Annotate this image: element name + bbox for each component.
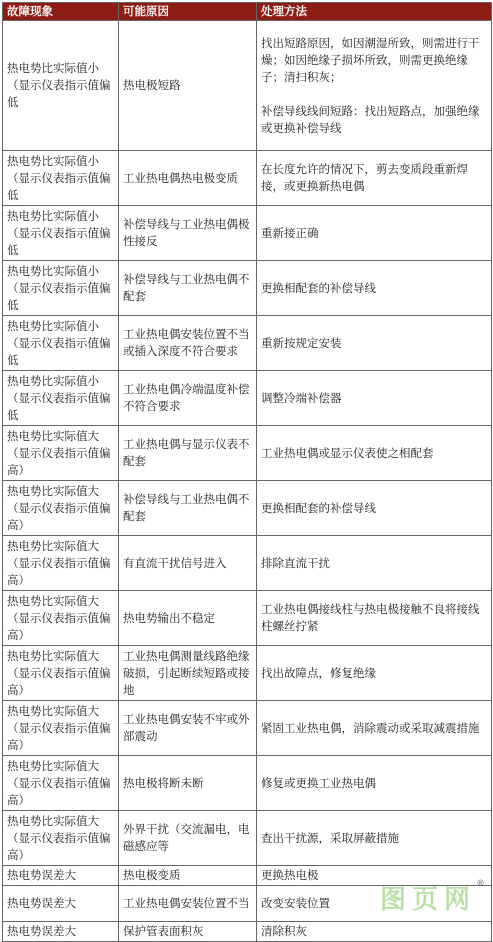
cell-fix (257, 151, 492, 206)
cell-fix (257, 21, 492, 151)
cell-symptom-text: 热电势比实际值大（显示仪表指示值偏高） (7, 758, 111, 807)
table-body (3, 21, 492, 942)
cell-cause (119, 426, 257, 481)
cell-fix (257, 591, 492, 646)
cell-symptom (3, 481, 119, 536)
cell-fix-text: 修复或更换工业热电偶 (261, 775, 376, 790)
cell-cause (119, 206, 257, 261)
cell-symptom-text: 热电势误差大 (7, 896, 76, 910)
cell-fix-text: 在长度允许的情况下，剪去变质段重新焊接，或更换新热电偶 (261, 162, 468, 193)
header-row (3, 3, 492, 21)
table-row (3, 591, 492, 646)
cell-fix-text: 紧固工业热电偶，消除震动或采取减震措施 (261, 720, 480, 735)
cell-cause (119, 756, 257, 811)
cell-fix (257, 206, 492, 261)
cell-fix-text: 找出短路原因，如因潮湿所致，则需进行干燥；如因绝缘子损坏所致，则需更换绝缘子；清扫积灰； (261, 35, 480, 84)
cell-symptom-text: 热电势比实际值小（显示仪表指示值偏低 (7, 208, 111, 257)
cell-symptom-text: 热电势比实际值大（显示仪表指示值偏高） (7, 483, 111, 532)
table-row (3, 151, 492, 206)
cell-fix (257, 536, 492, 591)
cell-symptom-text: 热电势比实际值小（显示仪表指示值偏低 (7, 263, 111, 312)
cell-fix-text: 更换相配套的补偿导线 (261, 280, 376, 295)
cell-cause-text: 工业热电偶热电极变质 (123, 170, 238, 185)
cell-fix (257, 426, 492, 481)
cell-symptom (3, 811, 119, 866)
cell-fix (257, 316, 492, 371)
header-symptom: 故障现象 (3, 3, 119, 21)
cell-symptom-text: 热电势比实际值大（显示仪表指示值偏高） (7, 593, 111, 642)
table-row (3, 922, 492, 942)
cell-fix-text: 排除直流干扰 (261, 555, 330, 570)
cell-fix-text: 找出故障点，修复绝缘 (261, 665, 376, 680)
header-fix: 处理方法 (257, 3, 492, 21)
cell-fix (257, 481, 492, 536)
cell-fix-text: 清除积灰 (261, 924, 307, 938)
cell-cause-text: 工业热电偶测量线路绝缘破损，引起断续短路或接地 (123, 648, 250, 697)
cell-symptom (3, 756, 119, 811)
table-row (3, 261, 492, 316)
cell-cause (119, 922, 257, 942)
cell-fix-text: 更换热电极 (261, 868, 319, 882)
cell-cause (119, 371, 257, 426)
cell-cause-text: 工业热电偶安装位置不当 (123, 896, 250, 910)
cell-symptom (3, 701, 119, 756)
cell-symptom-text: 热电势比实际值小（显示仪表指示值偏低 (7, 61, 111, 109)
cell-symptom (3, 206, 119, 261)
cell-symptom-text: 热电势误差大 (7, 868, 76, 882)
table-row (3, 316, 492, 371)
cell-symptom (3, 922, 119, 942)
cell-fix (257, 922, 492, 942)
cell-cause (119, 646, 257, 701)
cell-symptom (3, 316, 119, 371)
cell-symptom (3, 886, 119, 922)
cell-cause-text: 热电势输出不稳定 (123, 610, 215, 625)
table-row (3, 371, 492, 426)
cell-symptom (3, 21, 119, 151)
cell-symptom-text: 热电势比实际值大（显示仪表指示值偏高） (7, 648, 111, 697)
cell-cause-text: 工业热电偶安装不牢或外部震动 (123, 712, 250, 743)
table-row (3, 21, 492, 151)
cell-cause-text: 补偿导线与工业热电偶不配套 (123, 492, 250, 523)
cell-symptom-text: 热电势比实际值大（显示仪表指示值偏高） (7, 703, 111, 752)
cell-cause (119, 261, 257, 316)
cell-cause (119, 866, 257, 886)
cell-fix-text: 改变安装位置 (261, 896, 330, 910)
cell-symptom (3, 371, 119, 426)
cell-fix (257, 261, 492, 316)
cell-symptom-text: 热电势比实际值小（显示仪表指示值偏低 (7, 373, 111, 422)
table-row (3, 481, 492, 536)
table-row (3, 811, 492, 866)
cell-cause-text: 保护管表面积灰 (123, 924, 204, 938)
cell-cause (119, 536, 257, 591)
line-gap (261, 86, 487, 103)
cell-cause-text: 有直流干扰信号进入 (123, 555, 227, 570)
cell-symptom (3, 261, 119, 316)
table-row (3, 646, 492, 701)
cell-cause-text: 工业热电偶与显示仪表不配套 (123, 437, 250, 468)
cell-cause (119, 701, 257, 756)
table-row (3, 701, 492, 756)
cell-fix-text: 工业热电偶或显示仪表使之相配套 (261, 445, 434, 460)
cell-cause (119, 481, 257, 536)
table-row (3, 536, 492, 591)
cell-fix (257, 646, 492, 701)
cell-symptom (3, 591, 119, 646)
cell-fix-extra-text: 补偿导线线间短路：找出短路点，加强绝缘或更换补偿导线 (261, 103, 480, 135)
cell-fix (257, 756, 492, 811)
header-cause: 可能原因 (119, 3, 257, 21)
cell-cause-text: 工业热电偶安装位置不当或插入深度不符合要求 (123, 327, 250, 358)
cell-fix-text: 重新接正确 (261, 225, 319, 240)
cell-fix (257, 811, 492, 866)
cell-cause-text: 工业热电偶冷端温度补偿不符合要求 (123, 382, 250, 413)
cell-fix-text: 更换相配套的补偿导线 (261, 500, 376, 515)
cell-fix (257, 701, 492, 756)
cell-symptom-text: 热电势比实际值大（显示仪表指示值偏高） (7, 813, 111, 862)
cell-cause-text: 热电极短路 (123, 78, 181, 92)
table-row (3, 756, 492, 811)
cell-cause (119, 21, 257, 151)
cell-symptom (3, 151, 119, 206)
cell-fix-text: 工业热电偶接线柱与热电极接触不良将接线柱螺丝拧紧 (261, 602, 480, 633)
cell-fix-text: 调整冷端补偿器 (261, 390, 342, 405)
cell-symptom (3, 536, 119, 591)
table-row (3, 426, 492, 481)
cell-cause-text: 外界干扰（交流漏电，电磁感应等 (123, 822, 250, 853)
cell-symptom-text: 热电势比实际值大（显示仪表指示值偏高） (7, 428, 111, 477)
cell-cause (119, 811, 257, 866)
cell-cause-text: 热电极将断未断 (123, 775, 204, 790)
cell-symptom (3, 866, 119, 886)
cell-fix (257, 371, 492, 426)
cell-cause (119, 151, 257, 206)
cell-symptom (3, 646, 119, 701)
cell-cause-text: 补偿导线与工业热电偶极性接反 (123, 217, 250, 248)
cell-symptom-text: 热电势比实际值小（显示仪表指示值偏低 (7, 318, 111, 367)
cell-symptom-text: 热电势比实际值小（显示仪表指示值偏低 (7, 153, 111, 202)
cell-cause-text: 补偿导线与工业热电偶不配套 (123, 272, 250, 303)
watermark-logo: 图页网® (379, 879, 485, 915)
cell-fix-text: 重新按规定安装 (261, 335, 342, 350)
fault-table (2, 2, 492, 942)
cell-symptom-text: 热电势比实际值大（显示仪表指示值偏高） (7, 538, 111, 587)
cell-cause (119, 591, 257, 646)
table-row (3, 206, 492, 261)
cell-fix-text: 查出干扰源，采取屏蔽措施 (261, 830, 399, 845)
cell-symptom (3, 426, 119, 481)
cell-cause (119, 886, 257, 922)
cell-symptom-text: 热电势误差大 (7, 924, 76, 938)
cell-cause (119, 316, 257, 371)
cell-cause-text: 热电极变质 (123, 868, 181, 882)
